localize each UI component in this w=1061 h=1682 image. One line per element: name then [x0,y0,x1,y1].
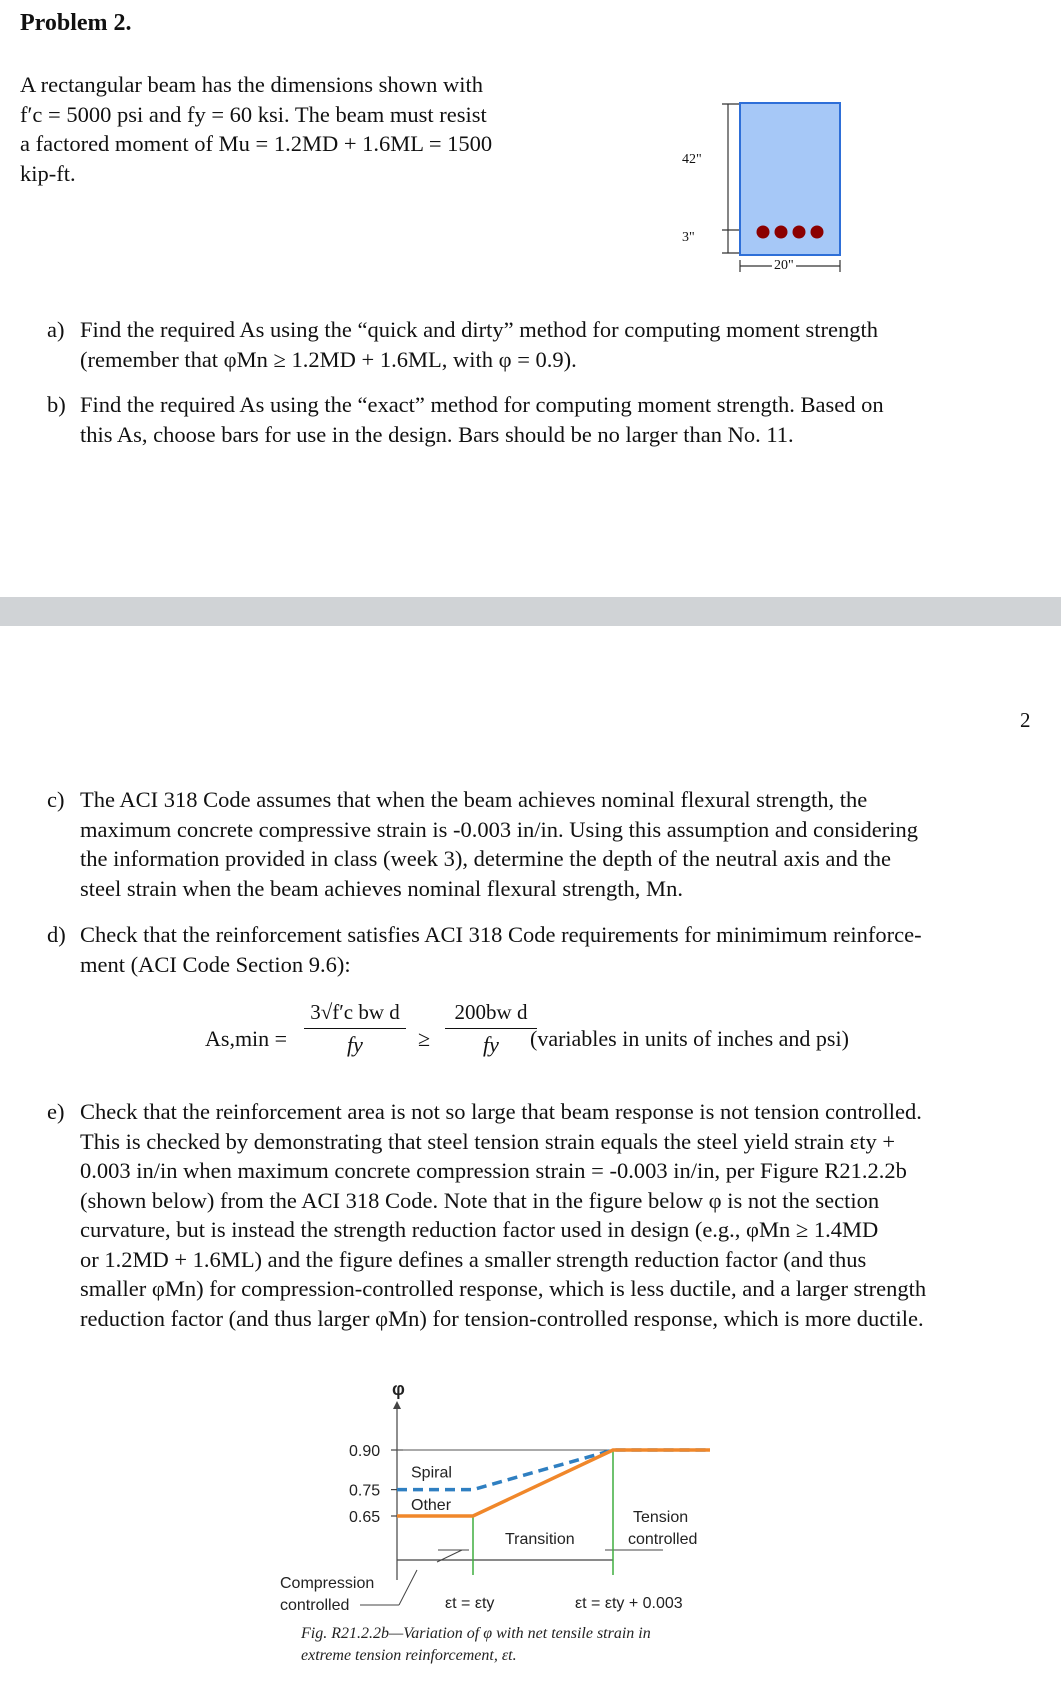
part-d-line-2: ment (ACI Code Section 9.6): [80,951,351,977]
part-e-label: e) [47,1099,65,1124]
part-e-line-1: Check that the reinforcement area is not so large that beam response is not tension controlled. [80,1099,922,1124]
formula-num-1: 3√f′c bw d [310,1000,400,1024]
part-b-label: b) [47,392,66,417]
part-c-line-2: maximum concrete compressive strain is -0.003 in/in. Using this assumption and considering [80,816,918,842]
intro-line-2 [20,100,580,130]
chart-caption-line-2: extreme tension reinforcement, εt. [301,1647,517,1664]
rebar-4 [811,226,824,239]
part-a-label: a) [47,317,65,342]
y-tick-label-0: 0.90 [349,1443,381,1460]
part-b-line-2: this As, choose bars for use in the design. Bars should be no larger than No. 11. [80,421,794,447]
part-c-line-3: the information provided in class (week 3), determine the depth of the neutral axis and the [80,846,891,871]
region-label-compression-1: Compression [280,1575,375,1592]
width-label: 20" [774,258,794,273]
part-a-line-2: (remember that φMn ≥ 1.2MD + 1.6ML, with φ = 0.9). [80,346,577,372]
intro-fy: fy = 60 ksi. The beam must resist [186,101,487,127]
series-label-spiral: Spiral [411,1464,452,1482]
formula-lhs: As,min = [205,1026,288,1051]
intro-fc: f′c = 5000 psi and [20,101,187,127]
formula-den-2: fy [483,1032,499,1057]
part-e-line-7: smaller φMn) for compression-controlled response, which is less ductile, and a larger strength [80,1276,927,1301]
part-c-line-4: steel strain when the beam achieves nominal flexural strength, Mn. [80,875,683,901]
part-d [47,920,1040,979]
beam-section [740,103,840,255]
rebar-3 [793,226,806,239]
part-a-line-1: Find the required As using the “quick and dirty” method for computing moment strength [80,317,878,342]
part-b-line-1: Find the required As using the “exact” method for computing moment strength. Based on [80,392,884,417]
part-a [47,315,1040,374]
part-e-line-4: (shown below) from the ACI 318 Code. Note that in the figure below φ is not the section [80,1187,880,1213]
y-axis-phi-label: φ [392,1379,405,1399]
cover-label: 3" [682,230,695,245]
part-d-line-1: Check that the reinforcement satisfies ACI 318 Code requirements for minimimum reinforce- [80,922,922,947]
beam-cross-section [660,90,860,290]
formula-geq: ≥ [418,1026,431,1051]
formula-num-2: 200bw d [454,1000,528,1024]
part-e-line-2: This is checked by demonstrating that steel tension strain equals the steel yield strain εty + [80,1128,896,1154]
phi-chart-svg [280,1379,770,1620]
chart-caption-line-1: Fig. R21.2.2b—Variation of φ with net tensile strain in [301,1625,651,1642]
height-label: 42" [682,152,702,167]
y-tick-label-1: 0.75 [349,1482,381,1500]
part-d-label: d) [47,922,66,947]
series-label-other: Other [411,1497,452,1514]
problem-title: Problem 2. [20,10,132,36]
phi-chart [280,1379,770,1670]
part-c-line-1: The ACI 318 Code assumes that when the beam achieves nominal flexural strength, the [80,787,868,812]
y-axis-arrow [393,1401,401,1409]
part-e-line-8: reduction factor (and thus larger φMn) for tension-controlled response, which is more ductile. [80,1305,924,1331]
beam-svg [660,90,860,290]
part-b [47,390,1040,449]
formula-fraction-1 [300,1000,410,1058]
rebar-1 [757,226,770,239]
region-label-tension-1: Tension [633,1509,689,1526]
part-e-line-5: curvature, but is instead the strength reduction factor used in design (e.g., φMn ≥ 1.4MD [80,1217,879,1242]
formula-fraction-2 [441,1000,541,1058]
intro-paragraph [20,70,580,188]
formula-bar-1 [304,1028,406,1029]
region-label-compression-2: controlled [280,1597,350,1614]
x-label-ety: εt = εty [445,1595,495,1612]
page-separator [0,597,1061,626]
region-label-transition: Transition [505,1531,575,1548]
intro-line-4: kip-ft. [20,160,76,186]
formula-note: (variables in units of inches and psi) [530,1026,849,1051]
formula-bar-2 [445,1028,537,1029]
chart-caption [301,1623,771,1667]
rebar-2 [775,226,788,239]
part-e [47,1097,1040,1333]
part-c [47,785,1040,903]
part-c-label: c) [47,787,65,812]
y-tick-label-2: 0.65 [349,1509,381,1526]
min-reinforcement-formula [205,1000,1005,1080]
x-label-ety-plus: εt = εty + 0.003 [575,1595,683,1612]
region-label-tension-2: controlled [628,1531,698,1548]
compression-pointer [399,1570,417,1605]
page-number: 2 [1020,708,1031,732]
intro-line-3: a factored moment of Mu = 1.2MD + 1.6ML = 1500 [20,131,493,156]
intro-line-1: A rectangular beam has the dimensions shown with [20,72,484,97]
formula-den-1: fy [347,1032,363,1057]
part-e-line-6: or 1.2MD + 1.6ML) and the figure defines a smaller strength reduction factor (and thus [80,1246,867,1272]
part-e-line-3: 0.003 in/in when maximum concrete compression strain = -0.003 in/in, per Figure R21.2.2b [80,1158,907,1183]
